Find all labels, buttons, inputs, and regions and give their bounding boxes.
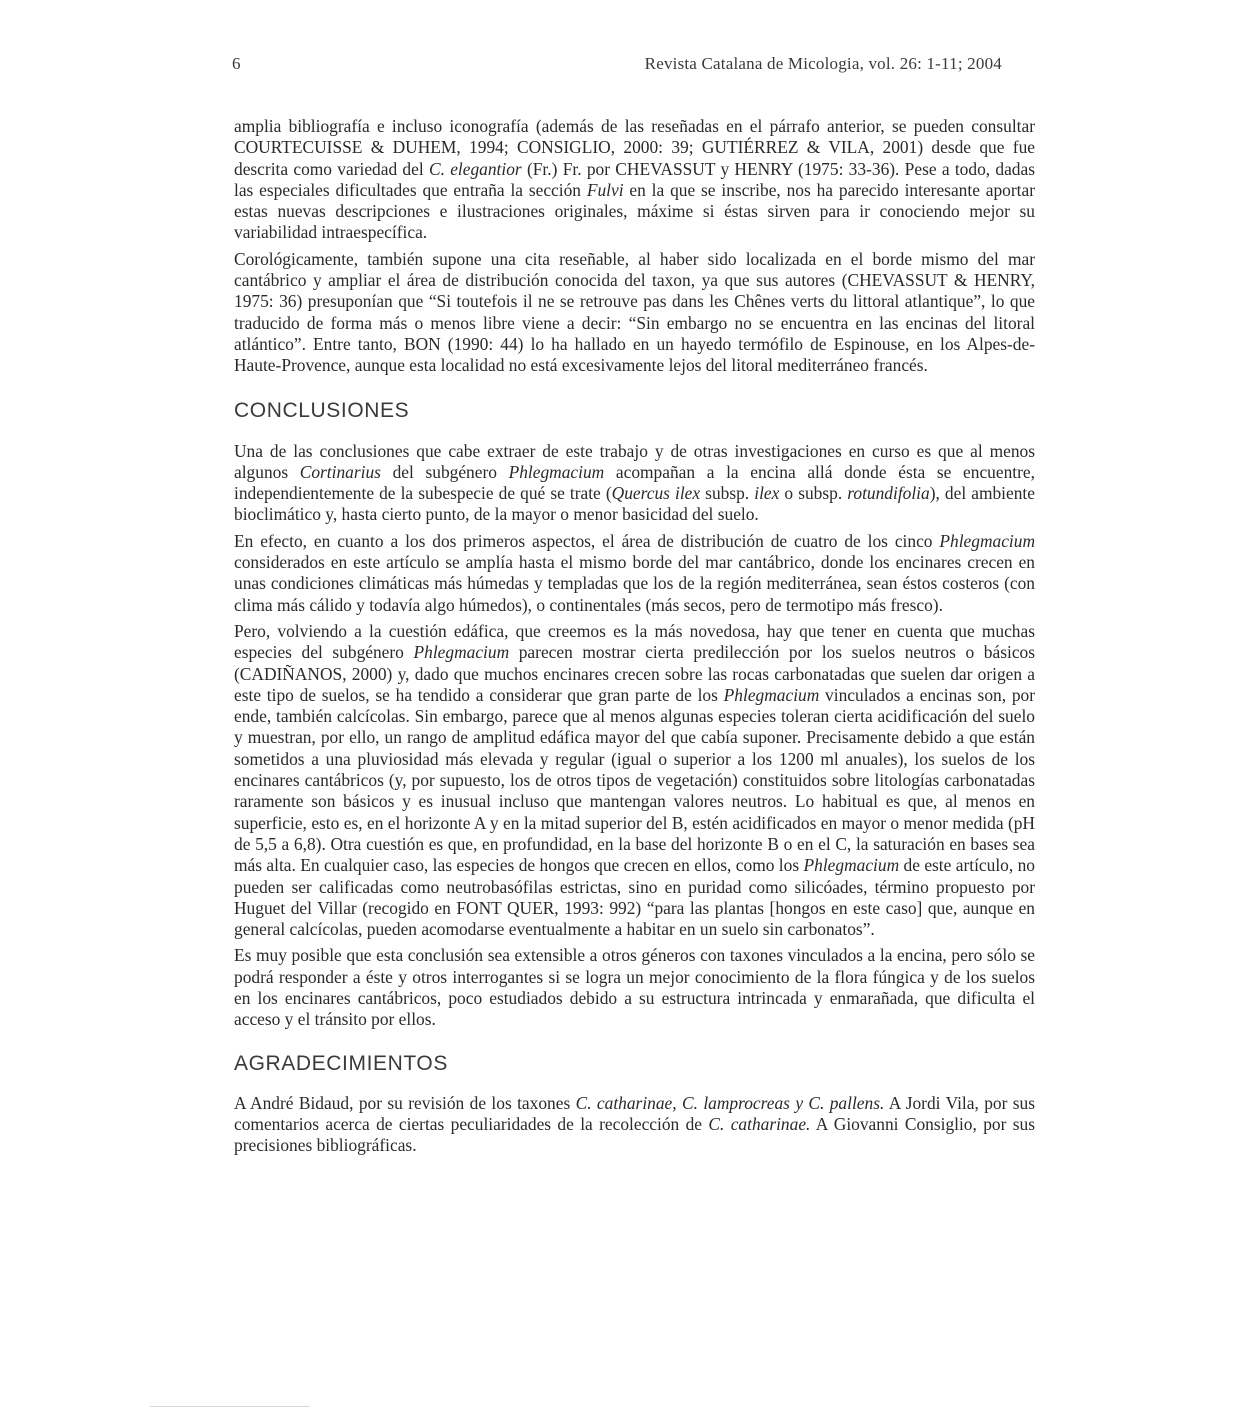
scan-edge-line: [150, 1406, 310, 1407]
body-paragraph: [234, 531, 1035, 616]
text-segment: acompañan a la encina allá donde ésta se encuentre, independientemente de la subespecie de qué se trate (: [234, 461, 1035, 504]
journal-citation: Revista Catalana de Micologia, vol. 26: 1-11; 2004: [644, 54, 1002, 73]
text-segment: A Giovanni Consiglio, por sus precisiones bibliográficas.: [234, 1113, 1035, 1156]
italic-text-segment: Phlegmacium: [939, 530, 1035, 551]
text-segment: (Fr.) Fr. por CHEVASSUT y HENRY (1975: 33-36). Pese a todo, dadas las especiales dificultades que entraña la sección: [234, 158, 1035, 200]
text-segment: ), del ambiente bioclimático y, hasta cierto punto, de la mayor o menor basicidad del suelo.: [234, 483, 1035, 525]
italic-text-segment: C. elegantior: [428, 158, 522, 179]
text-segment: vinculados a encinas son, por ende, también calcícolas. Sin embargo, parece que al menos algunas especies toleran cierta acidificación del suelo y muestran, por ello, un rango de amplitud edáfica mayor del que cabía suponer. Precisamente debido a que están sometidos a una pluviosidad más elevada y regular (igual o superior a los 1200 ml anuales), los suelos de los encinares cantábricos (y, por supuesto, los de otros tipos de vegetación) constituidos sobre litologías carbonatadas raramente son básicos y es inusual incluso que mantengan valores neutros. Lo habitual es que, al menos en superficie, esto es, en el horizonte A y en la mitad superior del B, estén acidificados en mayor o menor medida (pH de 5,5 a 6,8). Otra cuestión es que, en profundidad, en la base del horizonte B o en el C, la saturación en bases sea más alta. En cualquier caso, las especies de hongos que crecen en ellos, como los: [234, 684, 1035, 876]
text-segment: A Jordi Vila, por sus comentarios acerca de ciertas peculiaridades de la recolección de: [234, 1092, 1035, 1134]
text-segment: del subgénero: [380, 461, 509, 482]
page-number: 6: [232, 54, 241, 73]
italic-text-segment: Phlegmacium: [803, 855, 900, 876]
italic-text-segment: Fulvi: [586, 179, 624, 200]
body-paragraph: [234, 116, 1035, 244]
running-header: [232, 54, 1002, 78]
italic-text-segment: Quercus ilex: [611, 483, 701, 504]
italic-text-segment: C. catharinae, C. lamprocreas y C. pallens.: [575, 1092, 885, 1113]
text-segment: En efecto, en cuanto a los dos primeros aspectos, el área de distribución de cuatro de los cinco: [234, 530, 940, 551]
italic-text-segment: ilex: [754, 483, 780, 504]
acknowledgements-paragraph: [234, 1093, 1035, 1157]
section-heading-conclusiones: CONCLUSIONES: [234, 398, 410, 422]
body-paragraph: [234, 249, 1035, 377]
text-segment: o subsp.: [779, 483, 848, 504]
section-heading-agradecimientos: AGRADECIMIENTOS: [234, 1051, 448, 1075]
italic-text-segment: rotundifolia: [847, 483, 930, 504]
body-paragraph: [234, 945, 1035, 1030]
italic-text-segment: Cortinarius: [299, 461, 381, 482]
italic-text-segment: Phlegmacium: [723, 684, 820, 705]
text-segment: en la que se inscribe, nos ha parecido interesante aportar estas nuevas descripciones e ilustraciones originales, máxime si éstas sirven para ir conociendo mejor su variabilidad intraespecífica.: [234, 179, 1035, 243]
text-column: [234, 116, 1035, 1161]
italic-text-segment: Phlegmacium: [508, 461, 605, 482]
text-segment: subsp.: [700, 483, 755, 504]
text-segment: Corológicamente, también supone una cita reseñable, al haber sido localizada en el borde mismo del mar cantábrico y ampliar el área de distribución conocida del taxon, ya que sus autores (CHEVASSUT & HENRY, 1975: 36) presuponían que “Si toutefois il ne se retrouve pas dans les Chênes verts du littoral atlantique”, lo que traducido de forma más o menos libre viene a decir: “Sin embargo no se encuentra en las encinas del litoral atlántico”. Entre tanto, BON (1990: 44) lo ha hallado en un hayedo termófilo de Espinouse, en los Alpes-de-Haute-Provence, aunque esta localidad no está excesivamente lejos del litoral mediterráneo francés.: [234, 248, 1035, 376]
text-segment: Es muy posible que esta conclusión sea extensible a otros géneros con taxones vinculados a la encina, pero sólo se podrá responder a éste y otros interrogantes si se logra un mejor conocimiento de la flora fúngica y de los suelos en los encinares cantábricos, poco estudiados debido a su estructura intrincada y enmarañada, que dificulta el acceso y el tránsito por ellos.: [234, 945, 1035, 1030]
text-segment: de este artículo, no pueden ser calificadas como neutrobasófilas estrictas, sino en puridad como silicóades, término propuesto por Huguet del Villar (recogido en FONT QUER, 1993: 992) “para las plantas [hongos en este caso] que, aunque en general calcícolas, pueden acomodarse eventualmente a habitar en un suelo sin carbonatos”.: [234, 855, 1035, 940]
text-segment: considerados en este artículo se amplía hasta el mismo borde del mar cantábrico, donde los encinares crecen en unas condiciones climáticas más húmedas y templadas que los de la región mediterránea, sean éstos costeros (con clima más cálido y todavía algo húmedos), o continentales (más secos, pero de termotipo más fresco).: [234, 552, 1035, 615]
text-segment: parecen mostrar cierta predilección por los suelos neutros o básicos (CADIÑANOS, 2000) y, dado que muchos encinares crecen sobre las rocas carbonatadas que suelen dar origen a este tipo de suelos, se ha tendido a considerar que gran parte de los: [234, 642, 1036, 705]
italic-text-segment: Phlegmacium: [413, 642, 510, 663]
text-segment: Una de las conclusiones que cabe extraer de este trabajo y de otras investigaciones en curso es que al menos algunos: [234, 440, 1035, 482]
body-paragraph: [234, 441, 1035, 526]
italic-text-segment: C. catharinae.: [708, 1113, 811, 1134]
body-paragraph: [234, 621, 1035, 940]
text-segment: A André Bidaud, por su revisión de los taxones: [234, 1092, 576, 1113]
text-segment: Pero, volviendo a la cuestión edáfica, que creemos es la más novedosa, hay que tener en cuenta que muchas especies del subgénero: [234, 620, 1035, 663]
text-segment: amplia bibliografía e incluso iconografía (además de las reseñadas en el párrafo anterior, se pueden consultar COURTECUISSE & DUHEM, 1994; CONSIGLIO, 2000: 39; GUTIÉRREZ & VILA, 2001) desde que fue descrita como variedad del: [234, 116, 1035, 179]
